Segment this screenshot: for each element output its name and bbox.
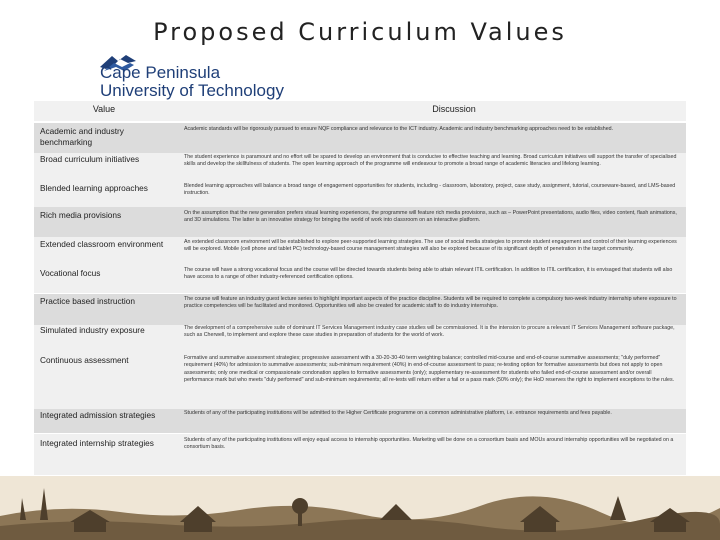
logo-text-line2: University of Technology — [100, 81, 284, 100]
value-cell: Integrated internship strategies — [40, 438, 154, 448]
table-row — [34, 355, 686, 409]
footer-landscape-banner — [0, 476, 720, 540]
discussion-cell: Formative and summative assessment strategies; progressive assessment with a 30-20-30-40 term weighting balance; controlled mid-course and end-of-course summative assessments; "duly performed" requirement (40%) for admission to summative assessments; sub-minimum requirement (40%) in end-of-course assessment to pass; re-testing option for formative assessments but does not apply to open assessments; only one medical or compassionate condonation applies to formative assessments (only); supplementary re-assessment for students who failed end-of-course assessment and/or overall performance mark but who meets "duly performed" and sub-minimum requirements; all re-tests will return either a fail or a pass mark (50% only); the HoD reserves the right to implement exceptions to the rules. — [184, 355, 675, 383]
header-value: Value — [92, 104, 116, 114]
discussion-cell: An extended classroom environment will be established to explore peer-supported learning strategies. The use of social media strategies to promote student engagement and control of their learning experiences will be explored. Mobile (cell phone and tablet PC) technology-based course management strategies will also be explored because of its significant depth of penetration in the target community. — [184, 239, 677, 253]
value-cell: Continuous assessment — [40, 355, 129, 365]
value-cell: Practice based instruction — [40, 296, 136, 306]
discussion-cell: On the assumption that the new generation prefers visual learning experiences, the programme will feature rich media provisions, such as – PowerPoint presentations, audio files, video content, flash animations, and 3D simulations. The latter is an innovative strategy for bringing the world of work into classroom on an interactive platform. — [184, 210, 677, 224]
logo-text-line1: Cape Peninsula — [100, 63, 221, 82]
table-row — [34, 207, 686, 237]
table-row — [34, 434, 686, 475]
discussion-cell: Students of any of the participating institutions will enjoy equal access to internship opportunities. Marketing will be done on a consortium basis and MOUs around internship opportunities will be negotiated on a consortium basis. — [184, 437, 674, 451]
discussion-cell: Students of any of the participating institutions will be admitted to the Higher Certificate programme on a common administrative platform, i.e. entrance requirements and fees payable. — [184, 410, 612, 416]
value-cell: Broad curriculum initiatives — [40, 154, 140, 164]
value-cell: Extended classroom environment — [40, 239, 164, 249]
discussion-cell: The student experience is paramount and no effort will be spared to develop an environment that is conducive to effective teaching and learning. Broad curriculum initiatives will support the transfer of specialised skills and develop the skillfulness of students. The open learning approach of the programme will endeavour to promote a broad range of academic literacies and lifelong learning. — [184, 154, 677, 168]
discussion-cell: The course will have a strong vocational focus and the course will be directed towards students being able to attain relevant ITIL certification. In addition to ITIL certification, it is envisaged that students will also have access to a range of other industry-referenced certification options. — [184, 267, 673, 281]
discussion-cell: Academic standards will be rigorously pursued to ensure NQF compliance and relevance to the ICT industry. Academic and industry benchmarking approaches need to be established. — [184, 126, 614, 132]
curriculum-values-table — [34, 101, 686, 475]
table-row — [34, 409, 686, 433]
table-row — [34, 153, 686, 183]
value-cell: Blended learning approaches — [40, 183, 148, 193]
value-cell: Vocational focus — [40, 268, 101, 278]
cput-logo — [98, 53, 298, 101]
value-cell: Academic and industry benchmarking — [40, 126, 124, 147]
table-row — [34, 237, 686, 267]
header-discussion: Discussion — [432, 104, 476, 114]
page-title: Proposed Curriculum Values — [153, 18, 567, 46]
value-cell: Simulated industry exposure — [40, 325, 145, 335]
table-row — [34, 294, 686, 325]
table-row — [34, 123, 686, 153]
table-row — [34, 325, 686, 355]
discussion-cell: The development of a comprehensive suite of dominant IT Services Management industry case studies will be commissioned. It is the intension to procure a relevant IT Services Management software package, such as Cherwell, to implement and explore these case studies in preparation of students for the world of work. — [184, 325, 675, 339]
discussion-cell: The course will feature an industry guest lecture series to highlight important aspects of the practice discipline. Students will be required to complete a compulsory two-week industry internship where exposure to practice competencies will be facilitated and monitored. Opportunities will also be created for academic staff to do industry internships. — [184, 296, 677, 310]
value-cell: Integrated admission strategies — [40, 410, 156, 420]
table-header-row — [34, 101, 686, 121]
value-cell: Rich media provisions — [40, 210, 122, 220]
discussion-cell: Blended learning approaches will balance a broad range of engagement opportunities for students, including - classroom, laboratory, project, case study, assignment, tutorial, courseware-based, and LMS-based instruction. — [184, 183, 676, 197]
table-row — [34, 267, 686, 293]
